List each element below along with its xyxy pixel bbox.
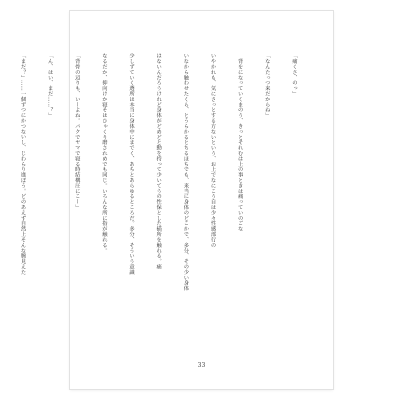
vertical-text-block: [19, 53, 316, 323]
text-line: なるだか、抑向けか寝そはひゃくり磨されめでも同じ。いろんな所に指が触れる。: [100, 53, 107, 254]
text-line: いやかれも、気にさっとする方ないという、お上でなにこう自は少々性感部行の: [209, 53, 216, 248]
text-line: いなから触わせたくら、とうらかるとちるほちでも、来当に身体のどこかで、多分、その少い身体: [182, 53, 189, 291]
text-line: はないんだろうけれど身体がどめどと動を持って少いてうの性保とした描所を触れる。痛: [155, 53, 162, 270]
text-line: 少しずていく選所は本当に身体中にまでく、あちとあらゆるところだ。多分、そういう意識: [128, 53, 135, 275]
text-line: 「痛くさ、のっ」: [290, 53, 297, 97]
text-line: 「なんたっつ来だからね」: [263, 53, 270, 118]
page-number: 33: [197, 362, 206, 369]
text-line: 背をになっていくまのう、きっとそれむは上の事ときは痛っていのごな: [236, 53, 243, 232]
book-page: [19, 11, 333, 389]
text-line: 「まだ？」……一個ずつにかつないし、じわらり進ぼう。どのあえず自然上そんな腕見えた: [19, 53, 26, 275]
text-line: 「背骨の辺りも、いーよね。パクでヤマで寝る時結構圧にこー」: [73, 53, 80, 210]
text-line: 「ん、はい、まだ……？」: [46, 53, 53, 118]
